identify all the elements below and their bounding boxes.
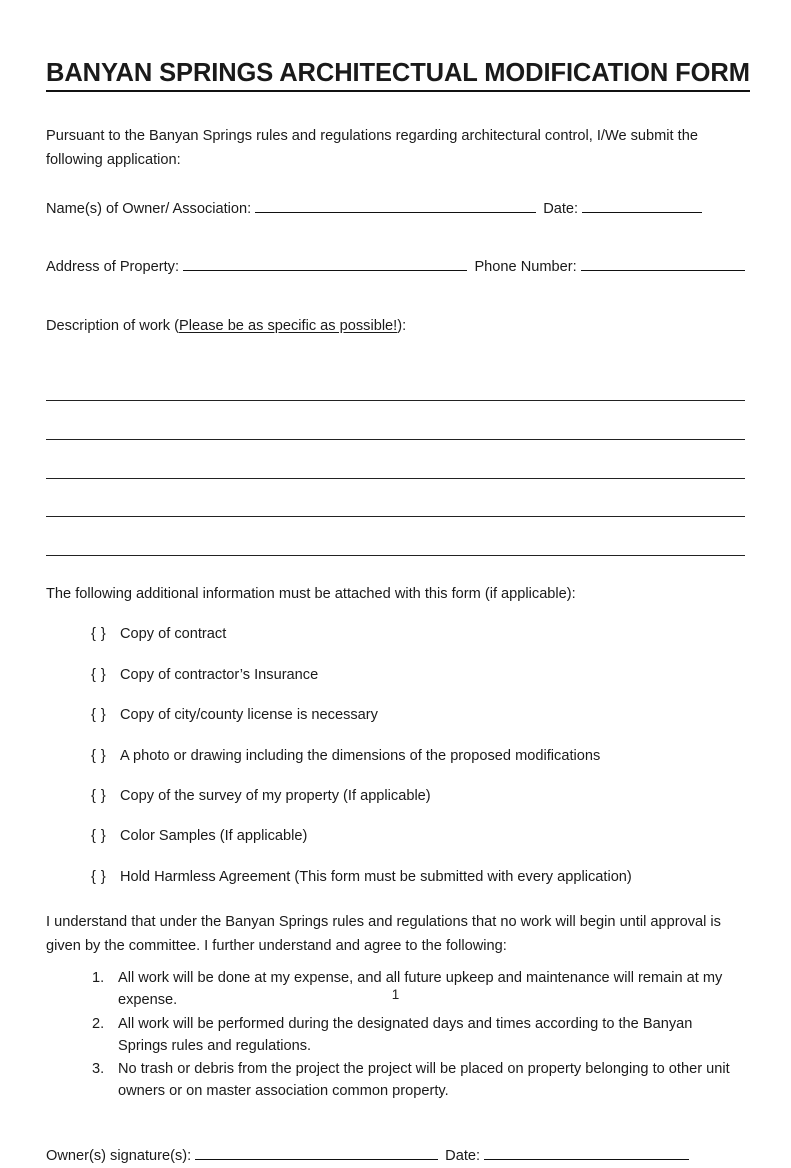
phone-label: Phone Number: <box>474 258 577 275</box>
checkbox-icon[interactable]: { } <box>91 707 107 724</box>
intro-paragraph: Pursuant to the Banyan Springs rules and regulations regarding architectural control, I/We submit the following application: <box>46 128 698 169</box>
list-item[interactable] <box>46 745 745 768</box>
date-input-1[interactable] <box>582 197 702 213</box>
description-suffix: ): <box>397 318 407 335</box>
list-item[interactable] <box>46 704 745 727</box>
checkbox-icon[interactable]: { } <box>91 666 107 683</box>
checkbox-icon[interactable]: { } <box>91 747 107 764</box>
owner-name-input[interactable] <box>255 197 536 213</box>
agreement-heading: I understand that under the Banyan Springs rules and regulations that no work will begin until approval is given by the committee. I further understand and agree to the following: <box>46 913 721 954</box>
description-heading <box>46 315 745 339</box>
date-label-1: Date: <box>543 200 579 217</box>
phone-input[interactable] <box>581 255 745 271</box>
term-number: 1. <box>92 970 105 987</box>
attachments-checklist <box>46 623 745 888</box>
checkbox-icon[interactable]: { } <box>91 787 107 804</box>
list-item[interactable] <box>46 866 745 889</box>
address-label: Address of Property: <box>46 258 180 275</box>
owner-name-label: Name(s) of Owner/ Association: <box>46 200 252 217</box>
title-container <box>46 0 750 109</box>
checkbox-label: Color Samples (If applicable) <box>120 828 308 845</box>
description-prefix: Description of work ( <box>46 318 180 335</box>
date-label-2: Date: <box>445 1148 481 1165</box>
checkbox-icon[interactable]: { } <box>91 828 107 845</box>
description-line[interactable] <box>46 363 745 402</box>
signature-label: Owner(s) signature(s): <box>46 1148 192 1165</box>
page-title: BANYAN SPRINGS ARCHITECTUAL MODIFICATION FORM <box>46 59 750 92</box>
checkbox-label: Copy of city/county license is necessary <box>120 707 378 724</box>
list-item <box>46 1013 745 1057</box>
attachments-heading: The following additional information must be attached with this form (if applicable): <box>46 585 576 602</box>
term-text: All work will be done at my expense, and all future upkeep and maintenance will remain at my expense. <box>118 970 723 1009</box>
checkbox-label: A photo or drawing including the dimensions of the proposed modifications <box>120 747 601 764</box>
page-number: 1 <box>391 987 400 1002</box>
address-row <box>46 255 745 279</box>
address-input[interactable] <box>183 255 467 271</box>
checkbox-icon[interactable]: { } <box>91 626 107 643</box>
owner-name-row <box>46 197 745 221</box>
description-write-in-area <box>46 363 745 556</box>
checkbox-label: Copy of contract <box>120 626 227 643</box>
checkbox-label: Hold Harmless Agreement (This form must be submitted with every application) <box>120 868 632 885</box>
checkbox-icon[interactable]: { } <box>91 868 107 885</box>
list-item[interactable] <box>46 664 745 687</box>
description-line[interactable] <box>46 479 745 518</box>
signature-input[interactable] <box>195 1144 438 1160</box>
description-line[interactable] <box>46 401 745 440</box>
date-input-2[interactable] <box>484 1144 689 1160</box>
checkbox-label: Copy of contractor’s Insurance <box>120 666 319 683</box>
list-item[interactable] <box>46 785 745 808</box>
checkbox-label: Copy of the survey of my property (If applicable) <box>120 787 431 804</box>
description-line[interactable] <box>46 517 745 556</box>
signature-row <box>46 1144 745 1168</box>
list-item <box>46 1058 745 1102</box>
description-line[interactable] <box>46 440 745 479</box>
list-item[interactable] <box>46 825 745 848</box>
term-number: 3. <box>92 1060 105 1077</box>
term-text: No trash or debris from the project the project will be placed on property belonging to other unit owners or on master association common property. <box>118 1060 730 1100</box>
term-number: 2. <box>92 1015 105 1032</box>
list-item[interactable] <box>46 623 745 646</box>
description-emphasis: Please be as specific as possible! <box>179 318 398 335</box>
term-text: All work will be performed during the designated days and times according to the Banyan Springs rules and regulations. <box>118 1015 693 1054</box>
